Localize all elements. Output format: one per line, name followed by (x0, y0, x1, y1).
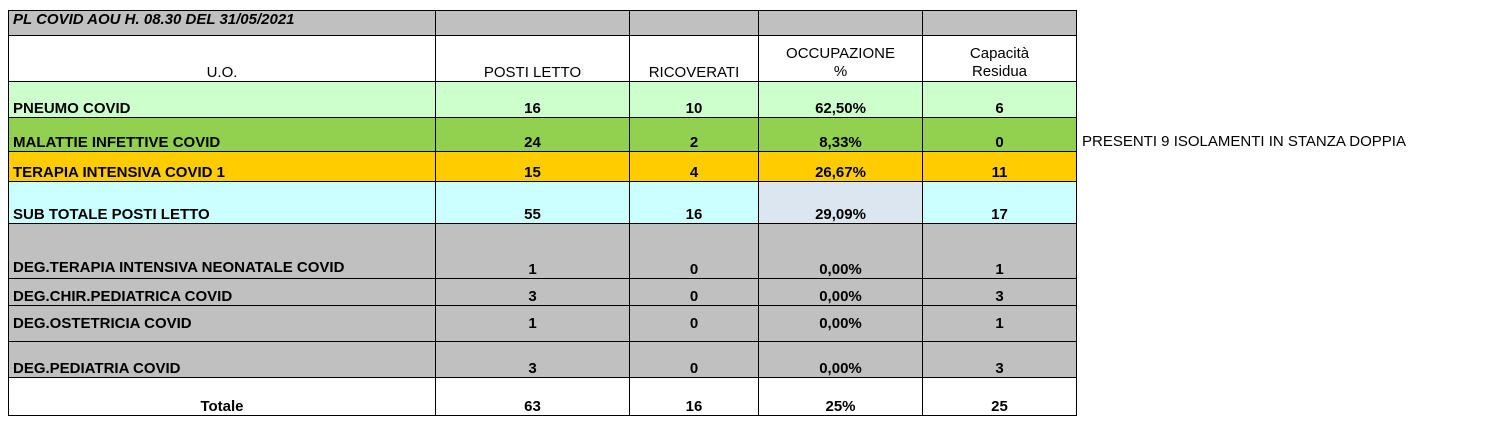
posti-letto-cell: 1 (436, 306, 630, 342)
occupazione-cell: 26,67% (759, 152, 923, 182)
table-row (9, 224, 1077, 279)
header-posti-letto: POSTI LETTO (436, 36, 630, 82)
ricoverati-cell: 0 (630, 342, 759, 378)
posti-letto-cell: 15 (436, 152, 630, 182)
occupazione-cell: 62,50% (759, 82, 923, 118)
uo-cell: DEG.OSTETRICIA COVID (9, 306, 436, 342)
isolation-note: PRESENTI 9 ISOLAMENTI IN STANZA DOPPIA (1082, 133, 1406, 150)
capacita-cell: 6 (923, 82, 1077, 118)
header-occupazione-line2: % (833, 63, 848, 80)
blank-cell (630, 11, 759, 36)
table-row (9, 82, 1077, 118)
capacita-cell: 0 (923, 118, 1077, 152)
blank-cell (759, 11, 923, 36)
ricoverati-cell: 16 (630, 182, 759, 224)
occupazione-cell: 29,09% (759, 182, 923, 224)
header-occupazione (759, 36, 923, 82)
title-row (9, 11, 1077, 36)
header-uo: U.O. (9, 36, 436, 82)
occupazione-cell: 0,00% (759, 279, 923, 306)
header-row (9, 36, 1077, 82)
subtotal-row (9, 182, 1077, 224)
capacita-cell: 3 (923, 342, 1077, 378)
ricoverati-cell: 0 (630, 224, 759, 279)
totale-posti-letto: 63 (436, 378, 630, 416)
occupazione-cell: 8,33% (759, 118, 923, 152)
header-ricoverati: RICOVERATI (630, 36, 759, 82)
ricoverati-cell: 10 (630, 82, 759, 118)
totale-occupazione: 25% (759, 378, 923, 416)
table-row (9, 306, 1077, 342)
posti-letto-cell: 1 (436, 224, 630, 279)
table-row (9, 342, 1077, 378)
posti-letto-cell: 3 (436, 342, 630, 378)
occupazione-cell: 0,00% (759, 306, 923, 342)
ricoverati-cell: 2 (630, 118, 759, 152)
totale-label: Totale (9, 378, 436, 416)
capacita-cell: 1 (923, 306, 1077, 342)
capacita-cell: 3 (923, 279, 1077, 306)
uo-cell: DEG.TERAPIA INTENSIVA NEONATALE COVID (9, 224, 436, 279)
uo-cell: DEG.PEDIATRIA COVID (9, 342, 436, 378)
report-title: PL COVID AOU H. 08.30 DEL 31/05/2021 (9, 11, 436, 36)
total-row (9, 378, 1077, 416)
totale-ricoverati: 16 (630, 378, 759, 416)
uo-cell: DEG.CHIR.PEDIATRICA COVID (9, 279, 436, 306)
covid-beds-table (8, 10, 1077, 416)
table-row (9, 279, 1077, 306)
capacita-cell: 11 (923, 152, 1077, 182)
posti-letto-cell: 24 (436, 118, 630, 152)
table-row (9, 152, 1077, 182)
ricoverati-cell: 4 (630, 152, 759, 182)
uo-cell: SUB TOTALE POSTI LETTO (9, 182, 436, 224)
ricoverati-cell: 0 (630, 279, 759, 306)
uo-cell: PNEUMO COVID (9, 82, 436, 118)
header-occupazione-line1: OCCUPAZIONE (786, 45, 895, 62)
table-row (9, 118, 1077, 152)
ricoverati-cell: 0 (630, 306, 759, 342)
header-capacita-line1: Capacità (969, 45, 1030, 62)
occupazione-cell: 0,00% (759, 224, 923, 279)
header-capacita-line2: Residua (971, 63, 1028, 80)
capacita-cell: 1 (923, 224, 1077, 279)
capacita-cell: 17 (923, 182, 1077, 224)
header-capacita (923, 36, 1077, 82)
posti-letto-cell: 3 (436, 279, 630, 306)
blank-cell (923, 11, 1077, 36)
posti-letto-cell: 55 (436, 182, 630, 224)
uo-cell: MALATTIE INFETTIVE COVID (9, 118, 436, 152)
occupazione-cell: 0,00% (759, 342, 923, 378)
posti-letto-cell: 16 (436, 82, 630, 118)
uo-cell: TERAPIA INTENSIVA COVID 1 (9, 152, 436, 182)
blank-cell (436, 11, 630, 36)
totale-capacita: 25 (923, 378, 1077, 416)
